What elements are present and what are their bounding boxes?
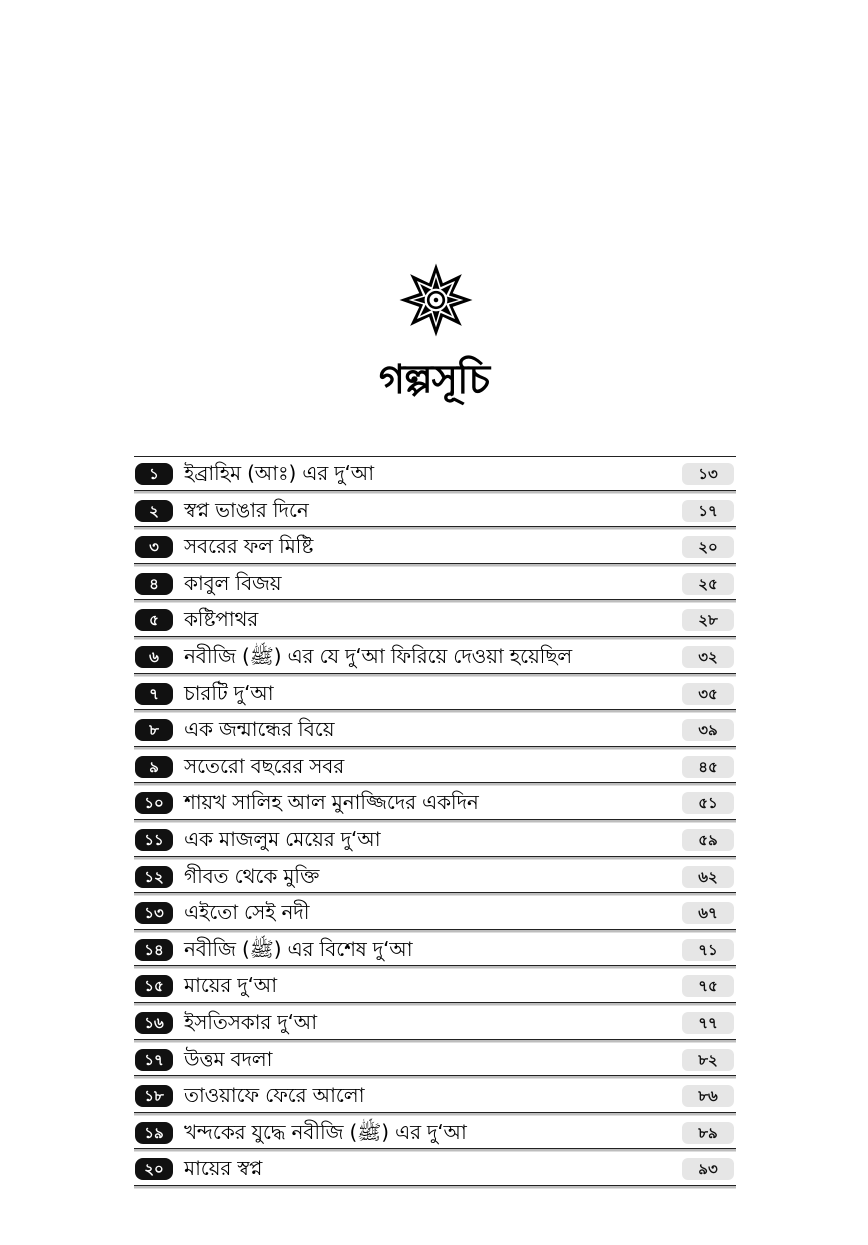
toc-row[interactable] — [134, 1079, 736, 1113]
chapter-title: নবীজি (ﷺ) এর যে দু‘আ ফিরিয়ে দেওয়া হয়েছিল — [184, 643, 573, 668]
toc-row[interactable] — [134, 1152, 736, 1186]
chapter-title: এইতো সেই নদী — [184, 900, 310, 925]
toc-row[interactable] — [134, 677, 736, 711]
toc-row[interactable] — [134, 786, 736, 820]
chapter-title: উত্তম বদলা — [184, 1046, 273, 1071]
chapter-title: মায়ের দু‘আ — [184, 973, 277, 998]
chapter-number-badge: ১২ — [135, 866, 173, 888]
page-number-badge: ২৫ — [682, 573, 734, 595]
page-number-badge: ৩২ — [682, 646, 734, 668]
toc-row[interactable] — [134, 640, 736, 674]
chapter-number-badge: ৯ — [135, 756, 173, 778]
toc-row[interactable] — [134, 860, 736, 894]
chapter-title: এক জন্মান্ধের বিয়ে — [184, 717, 335, 742]
chapter-number-badge: ১৯ — [135, 1122, 173, 1144]
chapter-title: তাওয়াফে ফেরে আলো — [184, 1083, 365, 1108]
chapter-title: খন্দকের যুদ্ধে নবীজি (ﷺ) এর দু‘আ — [184, 1119, 467, 1144]
chapter-number-badge: ২ — [135, 500, 173, 522]
page-number-badge: ৬৭ — [682, 902, 734, 924]
chapter-number-badge: ৭ — [135, 683, 173, 705]
page-number-badge: ২০ — [682, 536, 734, 558]
toc-row[interactable] — [134, 530, 736, 564]
page-number-badge: ৪৫ — [682, 756, 734, 778]
chapter-title: সতেরো বছরের সবর — [184, 753, 345, 778]
toc-row[interactable] — [134, 457, 736, 491]
chapter-number-badge: ১৪ — [135, 939, 173, 961]
chapter-number-badge: ২০ — [135, 1158, 173, 1180]
toc-row[interactable] — [134, 823, 736, 857]
chapter-title: এক মাজলুম মেয়ের দু‘আ — [184, 826, 381, 851]
page-title: গল্পসূচি — [378, 357, 490, 403]
toc-row[interactable] — [134, 494, 736, 528]
page-number-badge: ৫৯ — [682, 829, 734, 851]
chapter-title: ইসতিসকার দু‘আ — [184, 1009, 317, 1034]
toc-row[interactable] — [134, 750, 736, 784]
page-number-badge: ৯৩ — [682, 1158, 734, 1180]
page-number-badge: ৫১ — [682, 792, 734, 814]
page-number-badge: ৮৯ — [682, 1122, 734, 1144]
toc-row[interactable] — [134, 969, 736, 1003]
page-number-badge: ৩৯ — [682, 719, 734, 741]
chapter-number-badge: ১৭ — [135, 1049, 173, 1071]
chapter-title: মায়ের স্বপ্ন — [184, 1156, 263, 1181]
page-number-badge: ৭৫ — [682, 975, 734, 997]
page-number-badge: ৭১ — [682, 939, 734, 961]
toc-row[interactable] — [134, 1043, 736, 1077]
toc-row[interactable] — [134, 603, 736, 637]
chapter-title: কষ্টিপাথর — [184, 607, 259, 632]
toc-row[interactable] — [134, 933, 736, 967]
chapter-number-badge: ৫ — [135, 609, 173, 631]
page-number-badge: ৮২ — [682, 1049, 734, 1071]
eight-point-star-icon — [398, 262, 474, 338]
table-of-contents — [134, 456, 736, 1189]
chapter-title: নবীজি (ﷺ) এর বিশেষ দু‘আ — [184, 936, 413, 961]
toc-row[interactable] — [134, 567, 736, 601]
toc-row[interactable] — [134, 713, 736, 747]
toc-row[interactable] — [134, 896, 736, 930]
toc-row[interactable] — [134, 1116, 736, 1150]
page-number-badge: ১৩ — [682, 463, 734, 485]
chapter-number-badge: ৩ — [135, 536, 173, 558]
chapter-number-badge: ১৬ — [135, 1012, 173, 1034]
chapter-title: কাবুল বিজয় — [184, 570, 282, 595]
page-number-badge: ৬২ — [682, 866, 734, 888]
page-number-badge: ৩৫ — [682, 683, 734, 705]
page-number-badge: ২৮ — [682, 609, 734, 631]
chapter-number-badge: ১৩ — [135, 902, 173, 924]
chapter-title: শায়খ সালিহ আল মুনাজ্জিদের একদিন — [184, 790, 479, 815]
page-number-badge: ৮৬ — [682, 1085, 734, 1107]
chapter-number-badge: ৪ — [135, 573, 173, 595]
chapter-number-badge: ৮ — [135, 719, 173, 741]
chapter-title: গীবত থেকে মুক্তি — [184, 863, 320, 888]
page-number-badge: ১৭ — [682, 500, 734, 522]
chapter-title: সবরের ফল মিষ্টি — [184, 534, 314, 559]
toc-row[interactable] — [134, 1006, 736, 1040]
chapter-number-badge: ১৫ — [135, 975, 173, 997]
chapter-number-badge: ১১ — [135, 829, 173, 851]
chapter-number-badge: ১৮ — [135, 1085, 173, 1107]
page-number-badge: ৭৭ — [682, 1012, 734, 1034]
chapter-number-badge: ১০ — [135, 792, 173, 814]
chapter-title: স্বপ্ন ভাঙার দিনে — [184, 497, 309, 522]
chapter-title: চারটি দু‘আ — [184, 680, 274, 705]
chapter-title: ইব্রাহিম (আঃ) এর দু‘আ — [184, 461, 374, 485]
chapter-number-badge: ৬ — [135, 646, 173, 668]
chapter-number-badge: ১ — [135, 463, 173, 485]
